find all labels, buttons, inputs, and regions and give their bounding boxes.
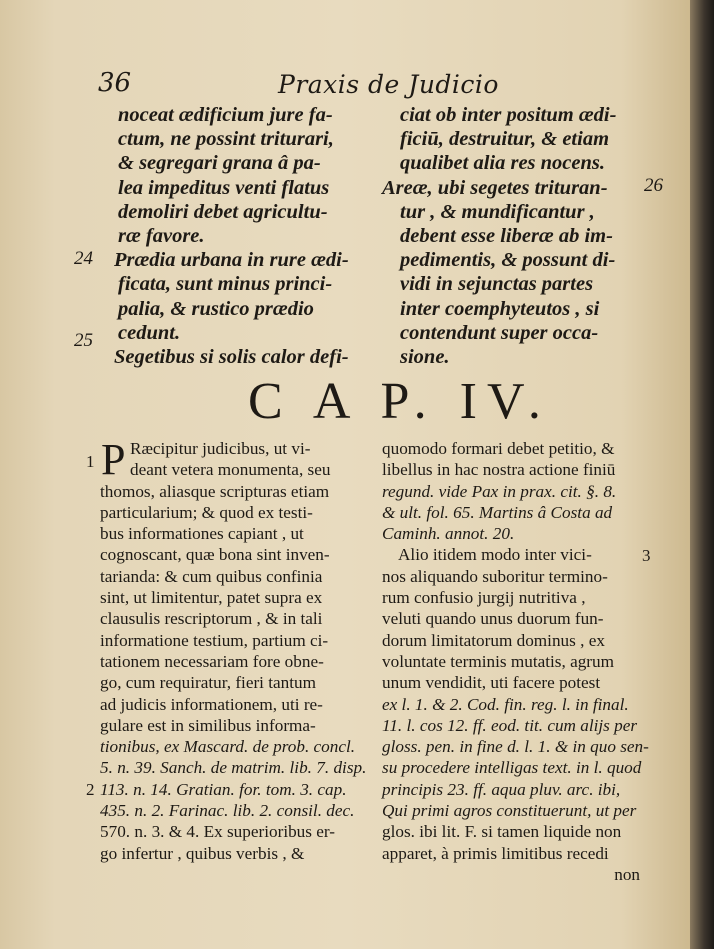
- text-line: ctum, ne possint triturari,: [118, 128, 334, 151]
- body-right-column: [382, 438, 662, 885]
- text-line: 5. n. 39. Sanch. de matrim. lib. 7. disp.: [100, 758, 367, 778]
- top-right-column: [382, 103, 660, 369]
- text-line: ræ favore.: [118, 225, 205, 248]
- text-line: 113. n. 14. Gratian. for. tom. 3. cap.: [100, 779, 347, 799]
- text-line: glos. ibi lit. F. si tamen liquide non: [382, 822, 622, 842]
- text-line: tur , & mundificantur ,: [400, 200, 595, 223]
- text-line: lea impeditus venti flatus: [118, 176, 330, 199]
- text-line: pedimentis, & possunt di-: [400, 249, 616, 272]
- text-line: rum confusio jurgij nutritiva ,: [382, 588, 586, 608]
- text-line: ad judicis informationem, uti re-: [100, 694, 323, 714]
- top-left-column: [114, 103, 378, 369]
- text-line: Qui primi agros constituerunt, ut per: [382, 801, 637, 821]
- text-line: dorum limitatorum dominus , ex: [382, 630, 605, 650]
- text-line: unum vendidit, uti facere potest: [382, 673, 601, 693]
- text-line: ex l. 1. & 2. Cod. fin. reg. l. in final.: [382, 694, 629, 714]
- text-line: ciat ob inter positum ædi-: [400, 104, 617, 126]
- text-line: bus informationes capiant , ut: [100, 524, 304, 544]
- text-line: & ult. fol. 65. Martins â Costa ad: [382, 502, 613, 522]
- body-left-column: [100, 435, 372, 864]
- text-line: veluti quando unus duorum fun-: [382, 609, 604, 629]
- running-title: Praxis de Judicio: [278, 70, 499, 99]
- margin-number-24: 24: [74, 248, 93, 269]
- text-line: go, cum requiratur, fieri tantum: [100, 673, 316, 693]
- margin-number-2: 2: [86, 780, 95, 799]
- margin-number-3: 3: [642, 546, 651, 565]
- text-line: principis 23. ff. aqua pluv. arc. ibi,: [382, 779, 621, 799]
- text-line: cognoscant, quæ bona sint inven-: [100, 545, 330, 565]
- text-line: sint, ut limitentur, patet supra ex: [100, 588, 323, 608]
- text-line: Caminh. annot. 20.: [382, 524, 515, 544]
- page-edge-shadow: [690, 0, 714, 949]
- text-line: 435. n. 2. Farinac. lib. 2. consil. dec.: [100, 801, 355, 821]
- text-line: quomodo formari debet petitio, &: [382, 439, 615, 458]
- text-line: Areæ, ubi segetes trituran-: [382, 176, 608, 199]
- text-line: particularium; & quod ex testi-: [100, 502, 313, 522]
- text-line: Segetibus si solis calor defi-: [114, 346, 349, 369]
- text-line: contendunt super occa-: [400, 321, 599, 344]
- page-number: 36: [98, 68, 132, 98]
- text-line: deant vetera monumenta, seu: [130, 460, 331, 480]
- text-line: thomos, aliasque scripturas etiam: [100, 481, 330, 501]
- drop-capital: P: [101, 435, 126, 484]
- text-line: vidi in sejunctas partes: [400, 273, 594, 296]
- text-line: libellus in hac nostra actione finiū: [382, 460, 616, 480]
- text-line: ficiū, destruitur, & etiam: [400, 128, 610, 151]
- text-line: sione.: [400, 346, 450, 369]
- text-line: Alio itidem modo inter vici-: [398, 545, 592, 565]
- text-line: noceat ædificium jure fa-: [118, 104, 333, 126]
- text-line: voluntate terminis mutatis, agrum: [382, 651, 614, 671]
- margin-number-1: 1: [86, 452, 95, 471]
- text-line: informatione testium, partium ci-: [100, 630, 329, 650]
- text-line: apparet, à primis limitibus recedi: [382, 843, 609, 863]
- text-line: gloss. pen. in fine d. l. 1. & in quo sen-: [382, 737, 649, 757]
- text-line: 11. l. cos 12. ff. eod. tit. cum alijs per: [382, 715, 638, 735]
- text-line: Ræcipitur judicibus, ut vi-: [130, 439, 311, 458]
- text-line: clausulis rescriptorum , & in tali: [100, 609, 323, 629]
- text-line: go infertur , quibus verbis , &: [100, 843, 305, 863]
- text-line: nos aliquando suboritur termino-: [382, 566, 608, 586]
- text-line: & segregari grana â pa-: [118, 152, 321, 175]
- text-line: debent esse liberæ ab im-: [400, 225, 613, 248]
- text-line: tionibus, ex Mascard. de prob. concl.: [100, 737, 356, 757]
- margin-number-26: 26: [644, 175, 663, 196]
- text-line: inter coemphyteutos , si: [400, 297, 600, 320]
- text-line: cedunt.: [118, 321, 181, 344]
- text-line: palia, & rustico prædio: [118, 297, 314, 320]
- text-line: ficata, sunt minus princi-: [118, 273, 333, 296]
- margin-number-25: 25: [74, 330, 93, 351]
- text-line: qualibet alia res nocens.: [400, 152, 606, 175]
- text-line: su procedere intelligas text. in l. quod: [382, 758, 642, 778]
- text-line: tarianda: & cum quibus confinia: [100, 566, 323, 586]
- text-line: Prædia urbana in rure ædi-: [114, 249, 349, 272]
- text-line: gulare est in similibus informa-: [100, 715, 316, 735]
- text-line: 570. n. 3. & 4. Ex superioribus er-: [100, 822, 335, 842]
- text-line: tationem necessariam fore obne-: [100, 651, 324, 671]
- catchword: non: [614, 864, 640, 884]
- chapter-heading: C A P. IV.: [248, 373, 551, 430]
- text-line: regund. vide Pax in prax. cit. §. 8.: [382, 481, 617, 501]
- text-line: demoliri debet agricultu-: [118, 200, 328, 223]
